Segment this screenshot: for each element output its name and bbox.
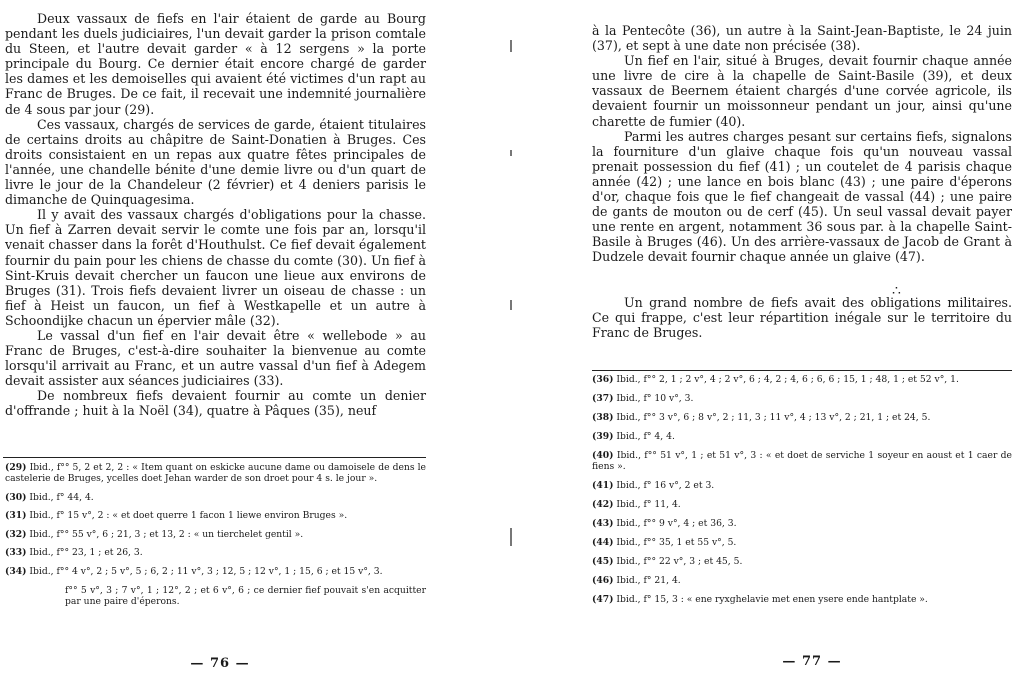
footnote (592, 393, 1012, 404)
right-body-text (592, 23, 1012, 340)
footnote-number: (40) (592, 450, 614, 461)
footnote-text: Ibid., f°° 23, 1 ; et 26, 3. (29, 547, 143, 559)
footnote (592, 556, 1012, 567)
footnote-text: Ibid., f° 16 v°, 2 et 3. (616, 480, 715, 491)
footnote-text: Ibid., f°° 2, 1 ; 2 v°, 4 ; 2 v°, 6 ; 4, 2 ; 4, 6 ; 6, 6 ; 15, 1 ; 48, 1 ; et 52 v°, 1. (616, 374, 959, 385)
footnote (592, 575, 1012, 586)
footnote-text: Ibid., f°° 3 v°, 6 ; 8 v°, 2 ; 11, 3 ; 11 v°, 4 ; 13 v°, 2 ; 21, 1 ; et 24, 5. (616, 412, 931, 423)
footnote-rule (592, 370, 1012, 371)
paragraph: Ces vassaux, chargés de services de garde, étaient titulaires de certains droits au châpitre de Saint-Donatien à Bruges. Ces droits consistaient en un repas aux quatre fêtes principales de l'année, une chandelle bénite d'une demie livre ou d'un quart de livre le jour de la Chandeleur (2 février) et 4 deniers parisis le dimanche de Quinquagesima. (5, 116, 426, 208)
footnote (5, 585, 426, 607)
footnote (592, 431, 1012, 442)
footnote-text: Ibid., f°° 9 v°, 4 ; et 36, 3. (616, 518, 737, 529)
footnote (5, 566, 426, 577)
footnote-text: Ibid., f°° 55 v°, 6 ; 21, 3 ; et 13, 2 : « un tierchelet gentil ». (29, 528, 304, 540)
footnote-number: (45) (592, 556, 614, 567)
footnote-number: (39) (592, 431, 614, 442)
footnote-number: (30) (5, 491, 27, 503)
footnote (592, 480, 1012, 491)
page-number: — 77 — (782, 654, 842, 669)
footnote-text: Ibid., f°° 35, 1 et 55 v°, 5. (616, 537, 737, 548)
footnote-text: Ibid., f° 44, 4. (29, 491, 94, 503)
paragraph: Deux vassaux de fiefs en l'air étaient de garde au Bourg pendant les duels judiciaires, l'un devait garder la prison comtale du Steen, et l'autre devait garder « à 12 sergens » la porte principale du Bourg. Ce dernier était encore chargé de garder les dames et les demoiselles qui avaient été victimes d'un rapt au Franc de Bruges. De ce fait, il recevait une indemnité journalière de 4 sous par jour (29). (5, 11, 426, 117)
footnote-text: Ibid., f° 15, 3 : « ene ryxghelavie met enen ysere ende hantplate ». (616, 594, 928, 605)
footnote-number: (46) (592, 575, 614, 586)
footnote-text: Ibid., f°° 22 v°, 3 ; et 45, 5. (616, 556, 743, 567)
footnote-text: Ibid., f°° 51 v°, 1 ; et 51 v°, 3 : « et doet de serviche 1 soyeur en aoust et 1 caer de fiens ». (592, 450, 1012, 472)
right-footnotes (592, 374, 1012, 613)
footnote (5, 492, 426, 503)
paragraph: Parmi les autres charges pesant sur certains fiefs, signalons la fourniture d'un glaive chaque fois qu'un nouveau vassal prenait possession du fief (41) ; un coutelet de 4 parisis chaque année (42) ; une lance en bois blanc (43) ; une paire d'éperons d'or, chaque fois que le fief changeait de vassal (44) ; une paire de gants de mouton ou de cerf (45). Un seul vassal devait payer une rente en argent, notamment 36 sous par. à la chapelle Saint-Basile à Bruges (46). Un des arrière-vassaux de Jacob de Grant à Dudzele devait fournir chaque année un glaive (47). (592, 128, 1012, 265)
footnote-text: Ibid., f° 4, 4. (616, 431, 675, 442)
left-footnotes (5, 462, 426, 614)
footnote-text: Ibid., f°° 4 v°, 2 ; 5 v°, 5 ; 6, 2 ; 11 v°, 3 ; 12, 5 ; 12 v°, 1 ; 15, 6 ; et 15 v°, 3. (29, 565, 383, 577)
footnote (592, 374, 1012, 385)
footnote-text: Ibid., f° 15 v°, 2 : « et doet querre 1 facon 1 liewe environ Bruges ». (29, 510, 348, 522)
footnote-number: (41) (592, 480, 614, 491)
footnote-rule (3, 457, 426, 458)
footnote-number: (37) (592, 393, 614, 404)
footnote-text: Ibid., f° 11, 4. (616, 499, 681, 510)
footnote-text: Ibid., f°° 5, 2 et 2, 2 : « Item quant on eskicke aucune dame ou damoisele de dens le castelerie de Bruges, ycelles doet Jehan warder de son droet pour 4 s. le jour ». (5, 462, 426, 484)
footnote-number: (38) (592, 412, 614, 423)
footnote-number: (44) (592, 537, 614, 548)
footnote (5, 462, 426, 484)
footnote-text: Ibid., f° 21, 4. (616, 575, 681, 586)
paragraph: Le vassal d'un fief en l'air devait être « wellebode » au Franc de Bruges, c'est-à-dire souhaiter la bienvenue au comte lorsqu'il arrivait au Franc, et un autre vassal d'un fief à Adegem devait assister aux séances judiciaires (33). (5, 327, 426, 389)
left-body-text (5, 11, 426, 419)
footnote (5, 529, 426, 540)
footnote-text: Ibid., f° 10 v°, 3. (616, 393, 694, 404)
right-page (512, 0, 1024, 679)
paragraph: Un grand nombre de fiefs avait des obligations militaires. Ce qui frappe, c'est leur répartition inégale sur le territoire du Franc de Bruges. (592, 294, 1012, 340)
footnote-number: (42) (592, 499, 614, 510)
footnote (5, 510, 426, 521)
footnote-number: (36) (592, 374, 614, 385)
paragraph: Il y avait des vassaux chargés d'obligations pour la chasse. Un fief à Zarren devait servir le comte une fois par an, lorsqu'il venait chasser dans la forêt d'Houthulst. Ce fief devait également fournir du pain pour les chiens de chasse du comte (30). Un fief à Sint-Kruis devait chercher un faucon une lieue aux environs de Bruges (31). Trois fiefs devaient livrer un oiseau de chasse : un fief à Heist un faucon, un fief à Westkapelle et un autre à Schoondijke chacun un épervier mâle (32). (5, 207, 426, 328)
footnote-text: f°° 5 v°, 3 ; 7 v°, 1 ; 12°, 2 ; et 6 v°, 6 ; ce dernier fief pouvait s'en acquitter par une paire d'éperons. (65, 584, 426, 607)
page-number: — 76 — (190, 656, 250, 671)
footnote (592, 412, 1012, 423)
footnote-number: (33) (5, 547, 27, 559)
footnote (592, 537, 1012, 548)
footnote-number: (43) (592, 518, 614, 529)
footnote (5, 547, 426, 558)
footnote (592, 450, 1012, 472)
footnote (592, 518, 1012, 529)
footnote (592, 594, 1012, 605)
footnote-number: (47) (592, 594, 614, 605)
paragraph: Un fief en l'air, situé à Bruges, devait fournir chaque année une livre de cire à la chapelle de Saint-Basile (39), et deux vassaux de Beernem étaient chargés d'une corvée agricole, ils devaient fournir un moissonneur pendant un jour, ainsi qu'une charette de fumier (40). (592, 53, 1012, 129)
section-separator: ∴ (892, 283, 901, 299)
footnote-number: (34) (5, 565, 27, 577)
footnote-number: (32) (5, 528, 27, 540)
footnote-number: (29) (5, 462, 27, 473)
footnote (592, 499, 1012, 510)
footnote-number: (31) (5, 510, 27, 522)
paragraph: à la Pentecôte (36), un autre à la Saint-Jean-Baptiste, le 24 juin (37), et sept à une date non précisée (38). (592, 23, 1012, 54)
paragraph: De nombreux fiefs devaient fournir au comte un denier d'offrande ; huit à la Noël (34), quatre à Pâques (35), neuf (5, 388, 426, 419)
